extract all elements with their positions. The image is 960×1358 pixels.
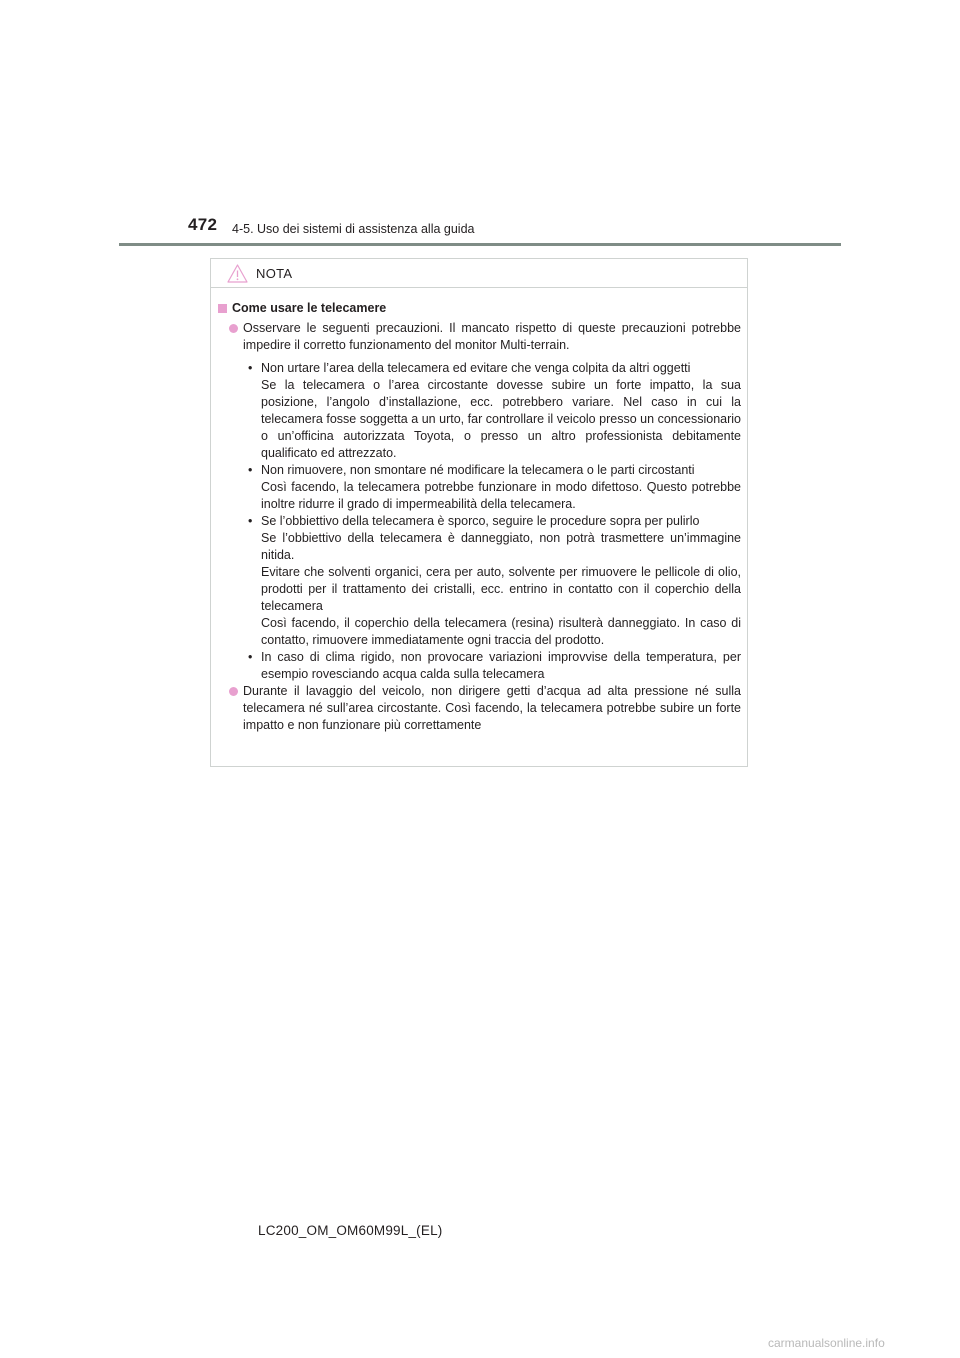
list-item [217,683,741,734]
sub-item-title: Non rimuovere, non smontare né modificare la telecamera o le parti circostanti [261,463,695,477]
list-item [217,320,741,354]
sub-item [217,513,741,649]
watermark[interactable]: carmanualsonline.info [768,1336,885,1350]
list-item-text: Durante il lavaggio del veicolo, non dirigere getti d’acqua ad alta pressione né sulla telecamera né sull’area circostante. Così facendo, la telecamera potrebbe subire un forte impatto e non funzionare più correttamente [243,684,741,732]
sub-item-text: Se la telecamera o l’area circostante dovesse subire un forte impatto, la sua posizione, l’angolo d’installazione, ecc. potrebbero variare. Nel caso in cui la telecamera fosse soggetta a un urto, far controllare il veicolo presso un concessionario o un’officina autorizzata Toyota, o presso un altro professionista debitamente qualificato ed attrezzato. [261,378,741,460]
heading-text: Come usare le telecamere [232,301,387,315]
sub-item-title: Se l’obbiettivo della telecamera è sporco, seguire le procedure sopra per pulirlo [261,514,700,528]
sub-item [217,462,741,513]
circle-bullet-icon [229,687,238,696]
sub-item-title: In caso di clima rigido, non provocare variazioni improvvise della temperatura, per esempio rovesciando acqua calda sulla telecamera [261,650,741,681]
sub-item-text: Evitare che solventi organici, cera per auto, solvente per rimuovere le pellicole di olio, prodotti per il trattamento dei cristalli, ecc. entrino in contatto con il coperchio della telecamera [261,565,741,613]
warning-triangle-icon [227,264,248,283]
note-header [211,259,747,288]
note-heading [217,300,741,317]
footer-code: LC200_OM_OM60M99L_(EL) [258,1223,443,1238]
circle-bullet-icon [229,324,238,333]
header-rule [119,243,841,246]
dot-bullet-icon: • [248,463,253,477]
sub-item-text: Così facendo, il coperchio della telecamera (resina) risulterà danneggiato. In caso di contatto, rimuovere immediatamente ogni traccia del prodotto. [261,616,741,647]
note-body [211,288,747,734]
section-title: 4-5. Uso dei sistemi di assistenza alla guida [232,222,475,236]
note-label: NOTA [256,265,293,281]
dot-bullet-icon: • [248,361,253,375]
note-box [210,258,748,767]
sub-list [217,360,741,683]
sub-item-text: Così facendo, la telecamera potrebbe funzionare in modo difettoso. Questo potrebbe inoltre ridurre il grado di impermeabilità della telecamera. [261,480,741,511]
page-number: 472 [188,215,218,234]
dot-bullet-icon: • [248,650,253,664]
square-bullet-icon [218,304,227,313]
sub-item-text: Se l’obbiettivo della telecamera è danneggiato, non potrà trasmettere un’immagine nitida. [261,531,741,562]
dot-bullet-icon: • [248,514,253,528]
list-item-text: Osservare le seguenti precauzioni. Il mancato rispetto di queste precauzioni potrebbe impedire il corretto funzionamento del monitor Multi-terrain. [243,321,741,352]
sub-item [217,360,741,462]
sub-item-title: Non urtare l’area della telecamera ed evitare che venga colpita da altri oggetti [261,361,691,375]
sub-item [217,649,741,683]
